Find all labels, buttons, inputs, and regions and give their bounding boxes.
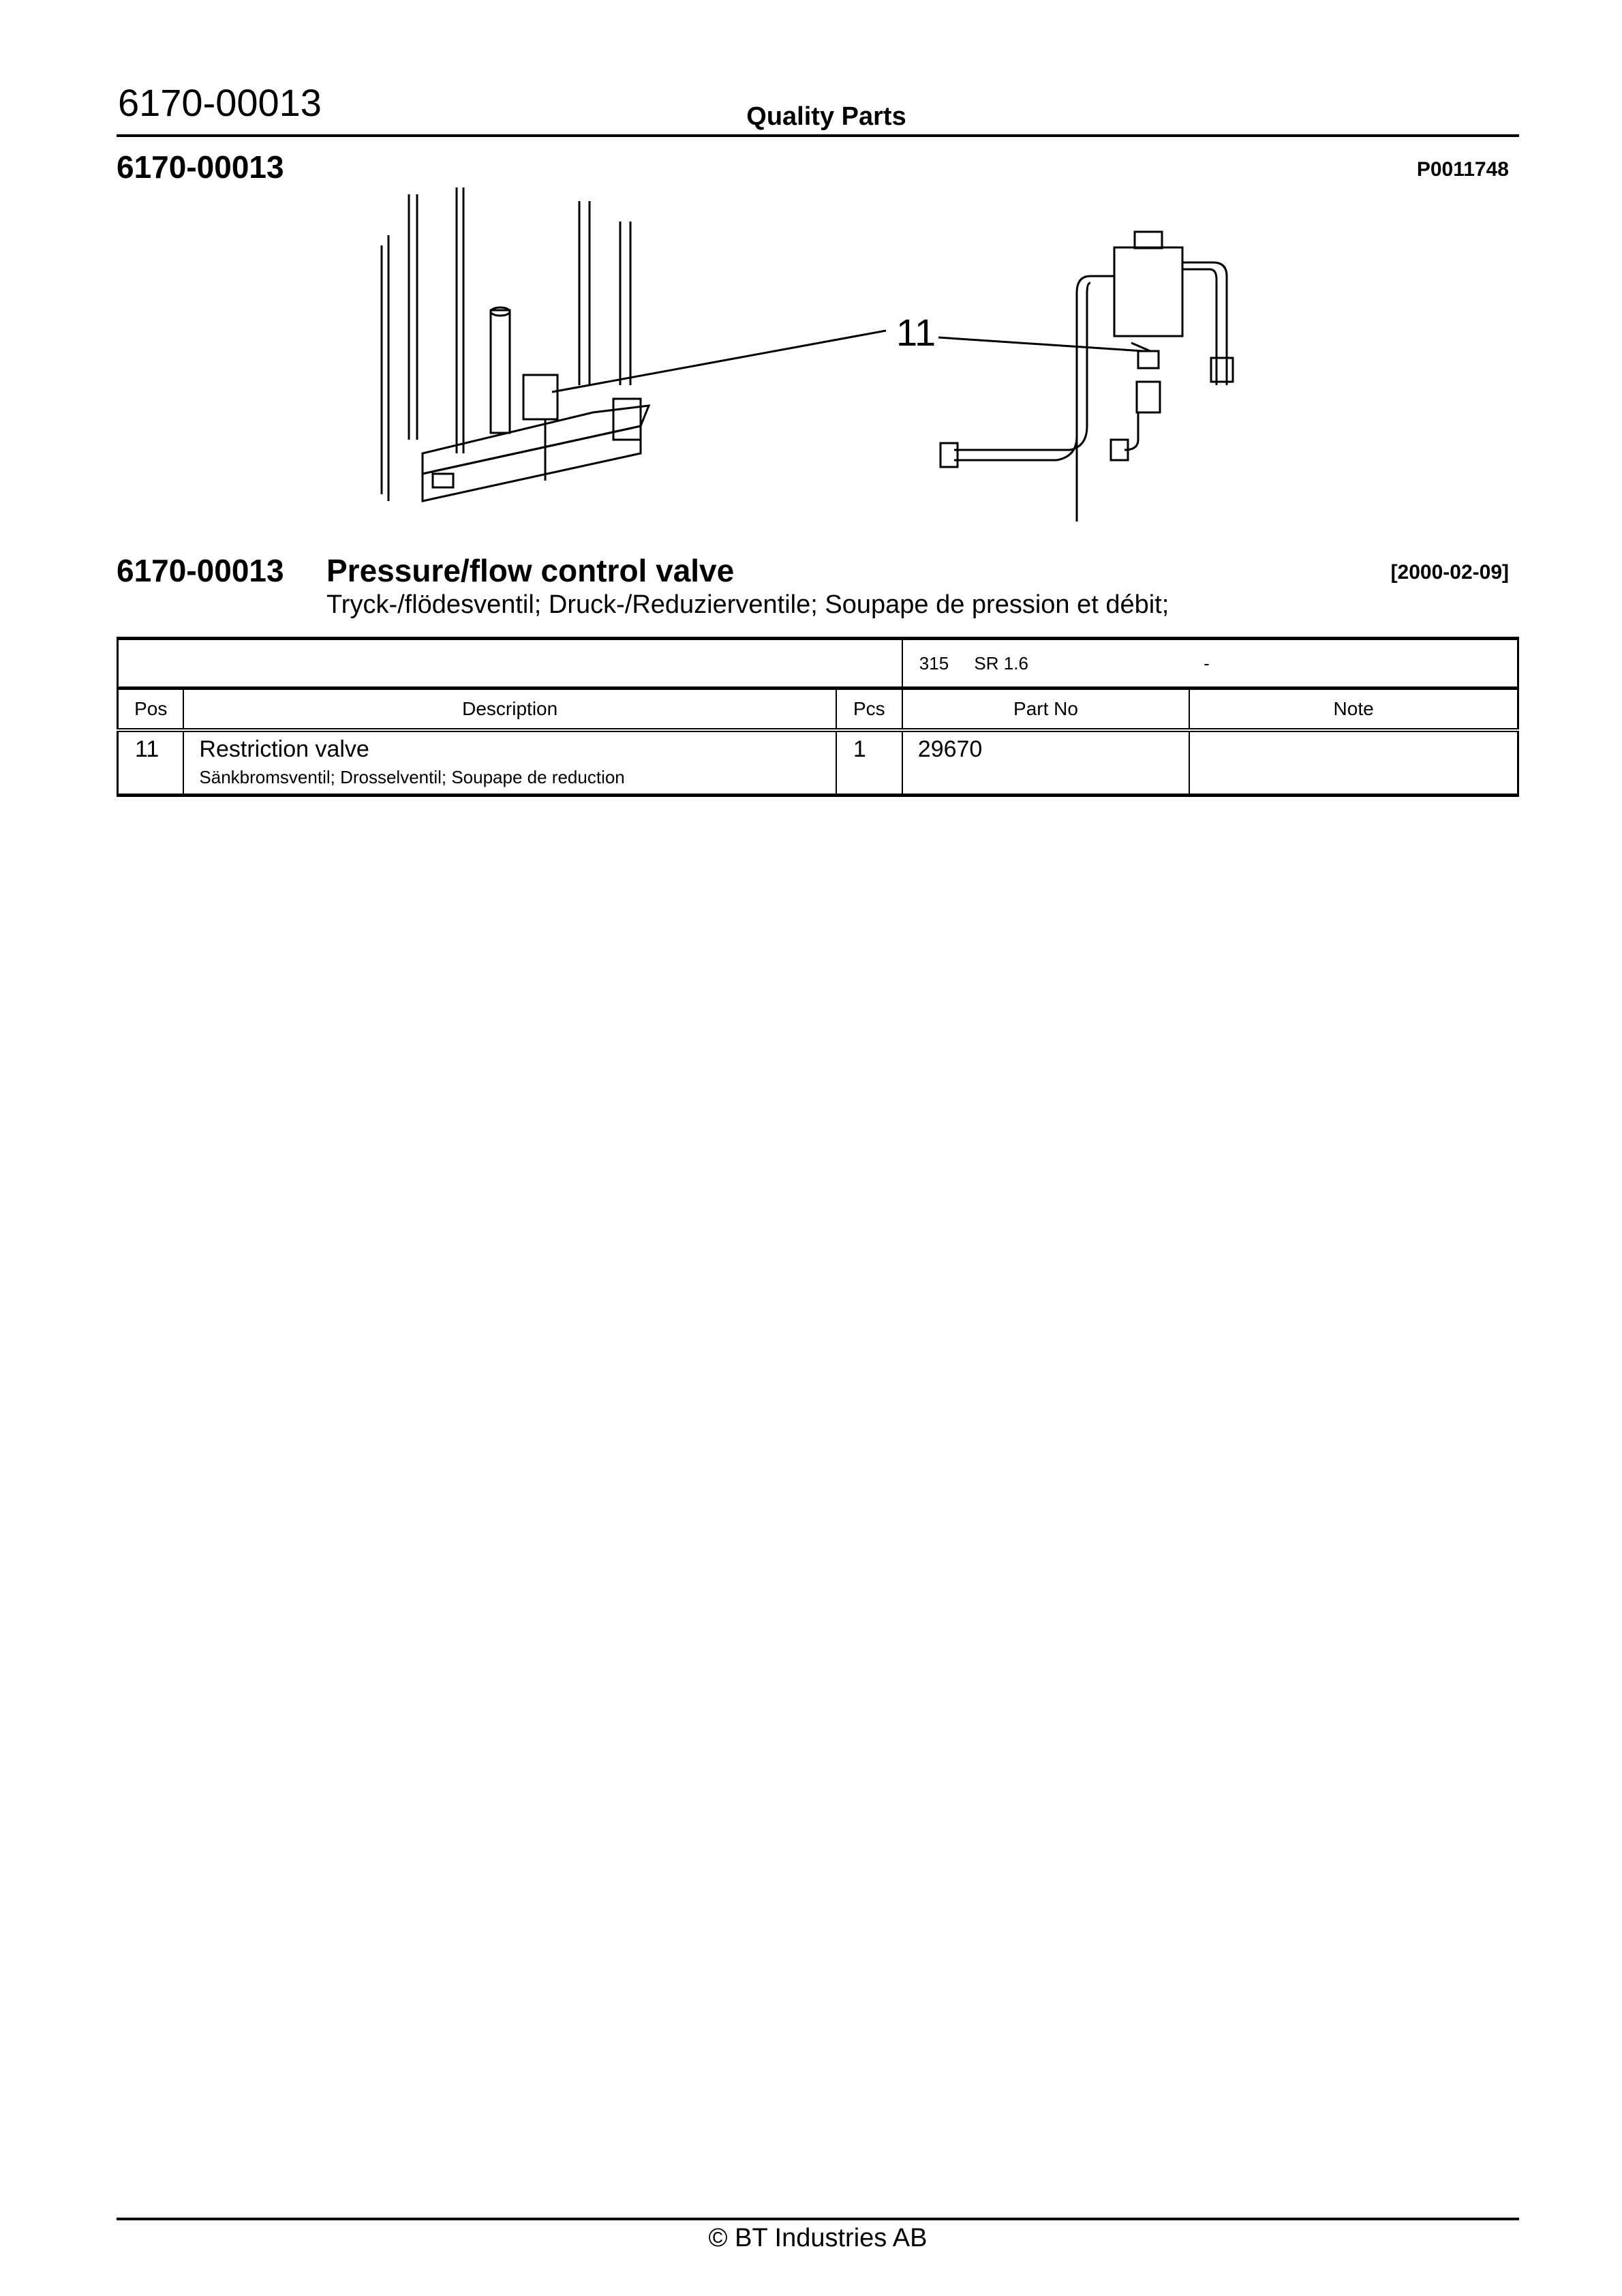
callout-label: 11 bbox=[896, 311, 936, 354]
part-group-translations: Tryck-/flödesventil; Druck-/Reduzierventile; Soupape de pression et débit; bbox=[326, 590, 1169, 619]
description-text: Restriction valve bbox=[199, 736, 369, 762]
machine-frame-drawing bbox=[382, 187, 886, 501]
cell-pos: 11 bbox=[118, 730, 184, 796]
part-group-date: [2000-02-09] bbox=[1390, 561, 1509, 584]
cell-note bbox=[1189, 730, 1518, 796]
model-blank-cell bbox=[118, 639, 902, 689]
cell-part-no: 29670 bbox=[902, 730, 1189, 796]
valve-assembly-drawing bbox=[938, 232, 1233, 522]
footer-divider bbox=[117, 2218, 1519, 2220]
model-name: SR 1.6 bbox=[974, 652, 1028, 674]
part-group-title: Pressure/flow control valve bbox=[326, 553, 735, 588]
header-title: Quality Parts bbox=[746, 102, 906, 131]
col-header-description: Description bbox=[183, 689, 836, 731]
col-header-pcs: Pcs bbox=[836, 689, 902, 731]
model-range: - bbox=[1204, 652, 1210, 674]
col-header-pos: Pos bbox=[118, 689, 184, 731]
cell-pcs: 1 bbox=[836, 730, 902, 796]
footer-copyright: © BT Industries AB bbox=[708, 2224, 928, 2252]
table-row bbox=[118, 730, 1518, 796]
section-number: 6170-00013 bbox=[117, 149, 284, 185]
col-header-note: Note bbox=[1189, 689, 1518, 731]
parts-illustration bbox=[368, 181, 1281, 522]
model-code: 315 bbox=[919, 652, 949, 674]
header-divider bbox=[117, 134, 1519, 137]
document-number: 6170-00013 bbox=[118, 81, 322, 124]
part-group-number: 6170-00013 bbox=[117, 553, 284, 588]
model-cell bbox=[902, 639, 1518, 689]
description-translations: Sänkbromsventil; Drosselventil; Soupape de reduction bbox=[199, 767, 625, 787]
picture-number: P0011748 bbox=[1416, 158, 1509, 181]
parts-table bbox=[117, 637, 1519, 797]
table-header-row bbox=[118, 689, 1518, 731]
model-row bbox=[118, 639, 1518, 689]
col-header-part-no: Part No bbox=[902, 689, 1189, 731]
cell-description bbox=[183, 730, 836, 796]
